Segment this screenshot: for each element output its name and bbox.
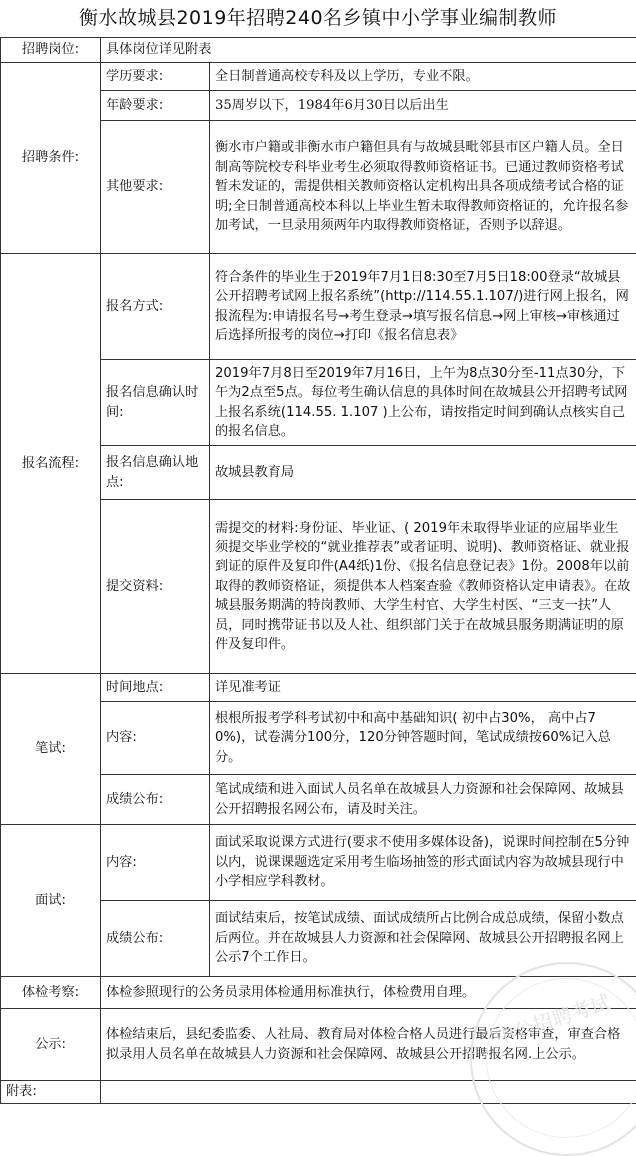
recruitment-table	[0, 37, 636, 1104]
row-method	[1, 254, 636, 360]
interview-score-content: 面试结束后，按笔试成绩、面试成绩所占比例合成总成绩，保留小数点后两位。并在故城县人力资源和社会保障网、故城县公开招聘报名网上公示7个工作日。	[210, 901, 636, 977]
written-time-content: 详见准考证	[210, 674, 636, 702]
age-content: 35周岁以下，1984年6月30日以后出生	[210, 91, 636, 121]
row-position	[1, 38, 636, 63]
medical-content: 体检参照现行的公务员录用体检通用标准执行，体检费用自理。	[101, 977, 636, 1009]
materials-label: 提交资料:	[101, 500, 210, 674]
written-time-label: 时间地点:	[101, 674, 210, 702]
confirm-time-label: 报名信息确认时间:	[101, 360, 210, 446]
watermark-text: 中公招聘考试	[490, 986, 613, 1051]
interview-label: 面试:	[1, 825, 101, 977]
attachment-content	[101, 1081, 636, 1104]
education-label: 学历要求:	[101, 63, 210, 91]
medical-label: 体检考察:	[1, 977, 101, 1009]
page-title: 衡水故城县2019年招聘240名乡镇中小学事业编制教师	[0, 0, 636, 37]
conditions-label: 招聘条件:	[1, 63, 101, 254]
confirm-place-content: 故城县教育局	[210, 446, 636, 500]
row-attachment	[1, 1081, 636, 1104]
row-medical	[1, 977, 636, 1009]
written-content-label: 内容:	[101, 702, 210, 775]
position-content: 具体岗位详见附表	[101, 38, 636, 63]
interview-score-label: 成绩公布:	[101, 901, 210, 977]
publicity-content: 体检结束后，县纪委监委、人社局、教育局对体检合格人员进行最后资格审查，审查合格拟录用人员名单在故城县人力资源和社会保障网、故城县公开招聘报名网.上公示。	[101, 1009, 636, 1081]
written-score-content: 笔试成绩和进入面试人员名单在故城县人力资源和社会保障网、故城县公开招聘报名网公布，请及时关注。	[210, 775, 636, 825]
method-content: 符合条件的毕业生于2019年7月1日8:30至7月5日18:00登录“故城县公开招聘考试网上报名系统”(http://114.55.1.107/)进行网上报名，网报流程为:申请报名号→考生登录→填写报名信息→网上审核→审核通过后选择所报考的岗位→打印《报名信息表》	[210, 254, 636, 360]
age-label: 年龄要求:	[101, 91, 210, 121]
written-content-content: 根根所报考学科考试初中和高中基础知识( 初中占30%， 高中占70%)，试卷满分100分，120分钟答题时间，笔试成绩按60%记入总分。	[210, 702, 636, 775]
other-content: 衡水市户籍或非衡水市户籍但具有与故城县毗邻县市区户籍人员。全日制高等院校专科毕业考生必须取得教师资格证书。已通过教师资格考试暂未发证的，需提供相关教师资格认定机构出具各项成绩考试合格的证明;全日制普通高校本科以上毕业生暂未取得教师资格证的，允许报名参加考试，一旦录用须两年内取得教师资格证，否则予以辞退。	[210, 121, 636, 254]
publicity-label: 公示:	[1, 1009, 101, 1081]
row-written-time	[1, 674, 636, 702]
interview-content-content: 面试采取说课方式进行(要求不使用多媒体设备)，说课时间控制在5分钟以内，说课课题选定采用考生临场抽签的形式面试内容为故城县现行中小学相应学科教材。	[210, 825, 636, 901]
interview-content-label: 内容:	[101, 825, 210, 901]
written-score-label: 成绩公布:	[101, 775, 210, 825]
position-label: 招聘岗位:	[1, 38, 101, 63]
written-label: 笔试:	[1, 674, 101, 825]
confirm-time-content: 2019年7月8日至2019年7月16日，上午为8点30分至-11点30分，下午为2点至5点。每位考生确认信息的具体时间在故城县公开招聘考试网上报名系统(114.55. 1.107 )上公布，请按指定时间到确认点核实自己的报名信息。	[210, 360, 636, 446]
method-label: 报名方式:	[101, 254, 210, 360]
other-label: 其他要求:	[101, 121, 210, 254]
education-content: 全日制普通高校专科及以上学历，专业不限。	[210, 63, 636, 91]
attachment-label: 附表:	[1, 1081, 101, 1104]
process-label: 报名流程:	[1, 254, 101, 674]
row-education	[1, 63, 636, 91]
row-publicity	[1, 1009, 636, 1081]
confirm-place-label: 报名信息确认地点:	[101, 446, 210, 500]
materials-content: 需提交的材料:身份证、毕业证、( 2019年未取得毕业证的应届毕业生须提交毕业学校的“就业推荐表”或者证明、说明)、教师资格证、就业报到证的原件及复印件(A4纸)1份、《报名信息登记表》1份。2008年以前取得的教师资格证，须提供本人档案查验《教师资格认定申请表》。在故城县服务期满的特岗教师、大学生村官、大学生村医、“三支一扶”人员，同时携带证书以及人社、组织部门关于在故城县服务期满证明的原件及复印件。	[210, 500, 636, 674]
row-interview-content	[1, 825, 636, 901]
